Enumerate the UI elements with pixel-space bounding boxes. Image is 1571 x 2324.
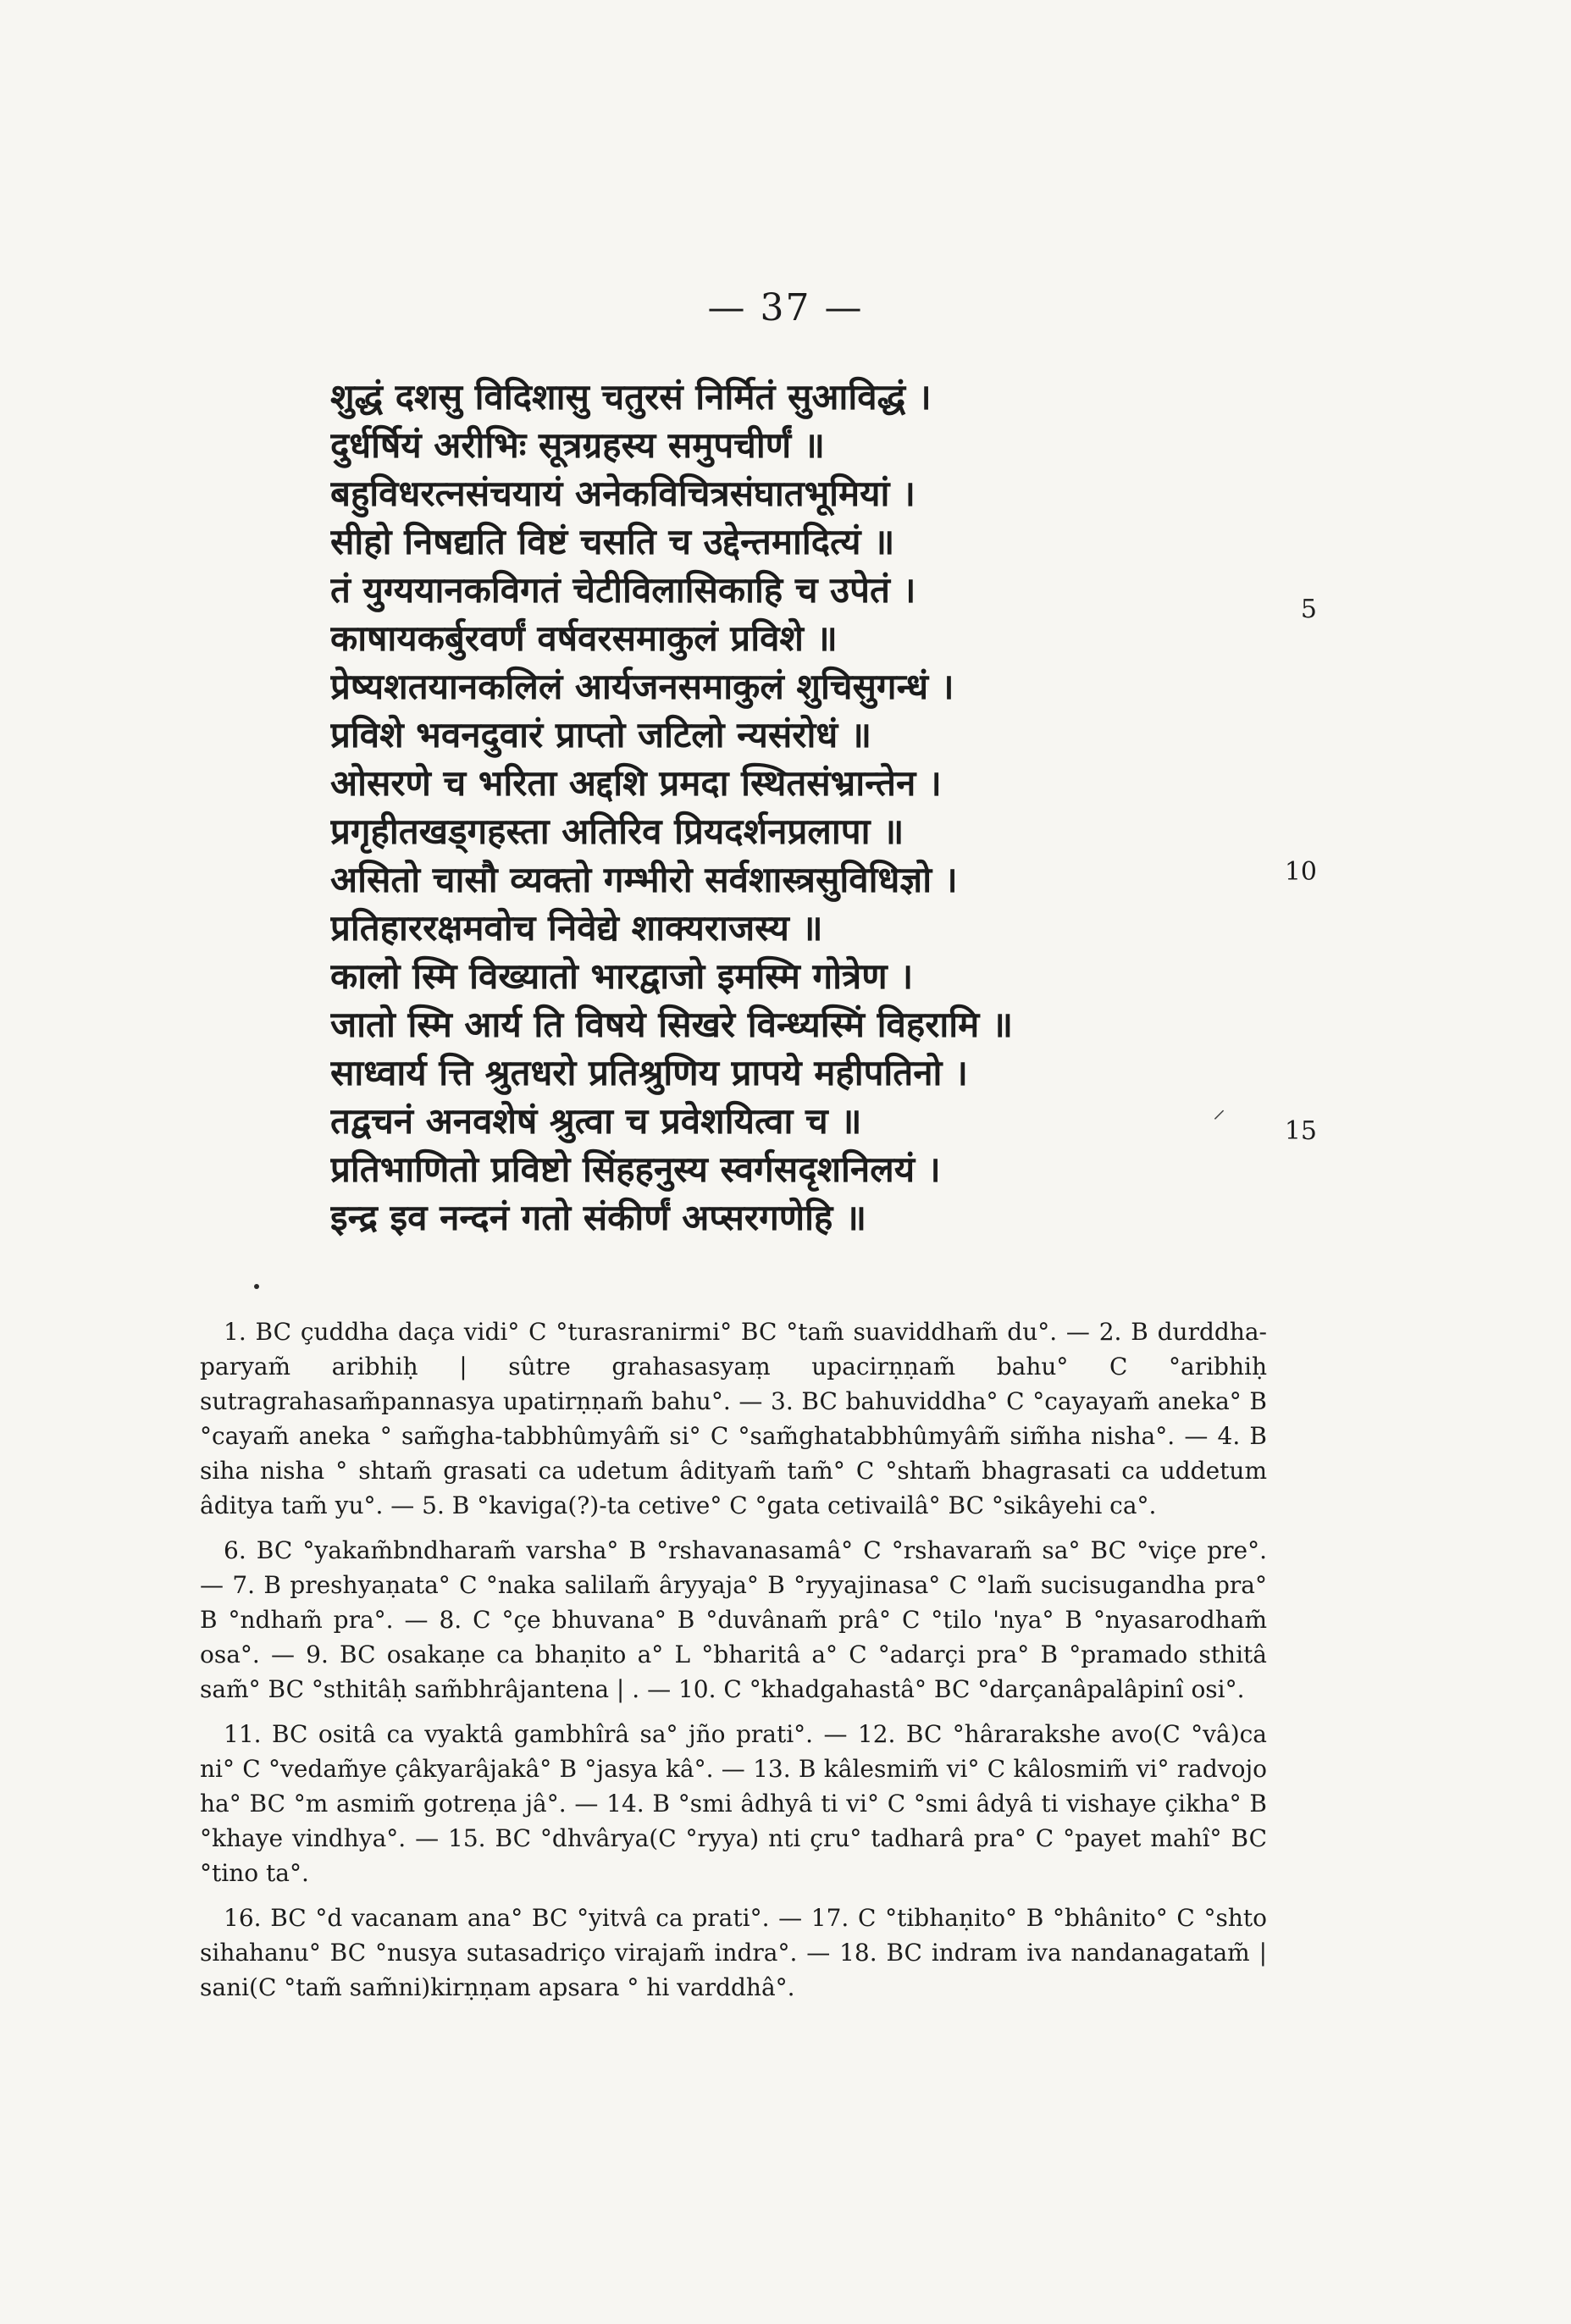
verse-line: प्रतिभाणितो प्रविष्टो सिंहहनुस्य स्वर्गसदृशनिलयं । [330, 1148, 941, 1190]
verse-line: शुद्धं दशसु विदिशासु चतुरसं निर्मितं सुआविद्धं । [330, 376, 932, 418]
verse-line: तद्वचनं अनवशेषं श्रुत्वा च प्रवेशयित्वा च ॥ [330, 1100, 862, 1142]
verse-line: असितो चासौ व्यक्तो गम्भीरो सर्वशास्त्रसुविधिज्ञो । [330, 859, 958, 900]
footnote-paragraph: 16. BC °d vacanam ana° BC °yitvâ ca prati°. — 17. C °tibhaṇito° B °bhânito° C °shto sihahanu° BC °nusya sutasadriço virajam̃ indra°. — 18. BC indram iva nandanagatam̃ | sani(C °tam̃ sam̃ni)kirṇṇam apsara ° hi varddhâ°. [200, 1904, 1267, 2001]
verse-line: ओसरणे च भरिता अद्दशि प्रमदा स्थितसंभ्रान्तेन । [330, 762, 942, 804]
verse-line: दुर्धर्षियं अरीभिः सूत्रग्रहस्य समुपचीर्णं ॥ [330, 424, 825, 466]
verse-line: काषायकर्बुरवर्णं वर्षवरसमाकुलं प्रविशे ॥ [330, 617, 838, 659]
footnote-paragraph: 11. BC ositâ ca vyaktâ gambhîrâ sa° jño prati°. — 12. BC °hârarakshe avo(C °vâ)ca ni° C °vedam̃ye çâkyarâjakâ° B °jasya kâ°. — 13. B kâlesmim̃ vi° C kâlosmim̃ vi° radvojo ha° BC °m asmim̃ gotreṇa jâ°. — 14. B °smi âdhyâ ti vi° C °smi âdyâ ti vishaye çikha° B °khaye vindhya°. — 15. BC °dhvârya(C °ryya) nti çru° tadharâ pra° C °payet mahî° BC °tino ta°. [200, 1720, 1267, 1887]
verse-line: प्रतिहाररक्षमवोच निवेद्ये शाक्यराजस्य ॥ [330, 907, 823, 949]
verse-line: इन्द्र इव नन्दनं गतो संकीर्णं अप्सरगणेहि ॥ [330, 1197, 867, 1238]
verse-line: प्रविशे भवनदुवारं प्राप्तो जटिलो न्यसंरोधं ॥ [330, 714, 871, 755]
stray-dot [254, 1284, 259, 1289]
verse-line: प्रेष्यशतयानकलिलं आर्यजनसमाकुलं शुचिसुगन्धं । [330, 666, 954, 707]
footnote-paragraph: 6. BC °yakam̃bndharam̃ varsha° B °rshavanasamâ° C °rshavaram̃ sa° BC °viçe pre°. — 7. B preshyaṇata° C °naka salilam̃ âryyaja° B °ryyajinasa° C °lam̃ sucisugandha pra° B °ndham̃ pra°. — 8. C °çe bhuvana° B °duvânam̃ prâ° C °tilo 'nya° B °nyasarodham̃ osa°. — 9. BC osakaṇe ca bhaṇito a° L °bharitâ a° C °adarçi pra° B °pramado sthitâ sam̃° BC °sthitâḥ sam̃bhrâjantena | . — 10. C °khadgahastâ° BC °darçanâpalâpinî osi°. [200, 1536, 1267, 1703]
verse-line: सीहो निषद्यति विष्टं चसति च उद्देन्तमादित्यं ॥ [330, 521, 895, 562]
footnote-paragraph: 1. BC çuddha daça vidi° C °turasranirmi° BC °tam̃ suaviddham̃ du°. — 2. B durddha-paryam̃ aribhiḥ | sûtre grahasasyaṃ upacirṇṇam̃ bahu° C °aribhiḥ sutragrahasam̃pannasya upatirṇṇam̃ bahu°. — 3. BC bahuviddha° C °cayayam̃ aneka° B °cayam̃ aneka ° sam̃gha-tabbhûmyâm̃ si° C °sam̃ghatabbhûmyâm̃ sim̃ha nisha°. — 4. B siha nisha ° shtam̃ grasati ca udetum âdityam̃ tam̃° C °shtam̃ bhagrasati ca uddetum âditya tam̃ yu°. — 5. B °kaviga(?)-ta cetive° C °gata cetivailâ° BC °sikâyehi ca°. [200, 1318, 1267, 1519]
stray-mark: ⸍ [1213, 1105, 1225, 1135]
footnotes [200, 1314, 1267, 2015]
page-number: — 37 — [707, 286, 864, 329]
verse-block [330, 373, 1347, 1242]
verse-line: साध्वार्य त्ति श्रुतधरो प्रतिश्रुणिय प्रापये महीपतिनो । [330, 1052, 968, 1093]
line-number: 15 [1284, 1116, 1317, 1146]
verse-line: जातो स्मि आर्य ति विषये सिखरे विन्ध्यस्मिं विहरामि ॥ [330, 1004, 1014, 1045]
line-number: 10 [1284, 857, 1317, 887]
verse-line: तं युग्ययानकविगतं चेटीविलासिकाहि च उपेतं । [330, 569, 916, 611]
verse-line: प्रगृहीतखड्गहस्ता अतिरिव प्रियदर्शनप्रलापा ॥ [330, 811, 904, 852]
verse-line: कालो स्मि विख्यातो भारद्वाजो इमस्मि गोत्रेण । [330, 955, 914, 997]
verse-line: बहुविधरत्नसंचयायं अनेकविचित्रसंघातभूमियां । [330, 473, 915, 514]
line-number: 5 [1300, 595, 1317, 624]
